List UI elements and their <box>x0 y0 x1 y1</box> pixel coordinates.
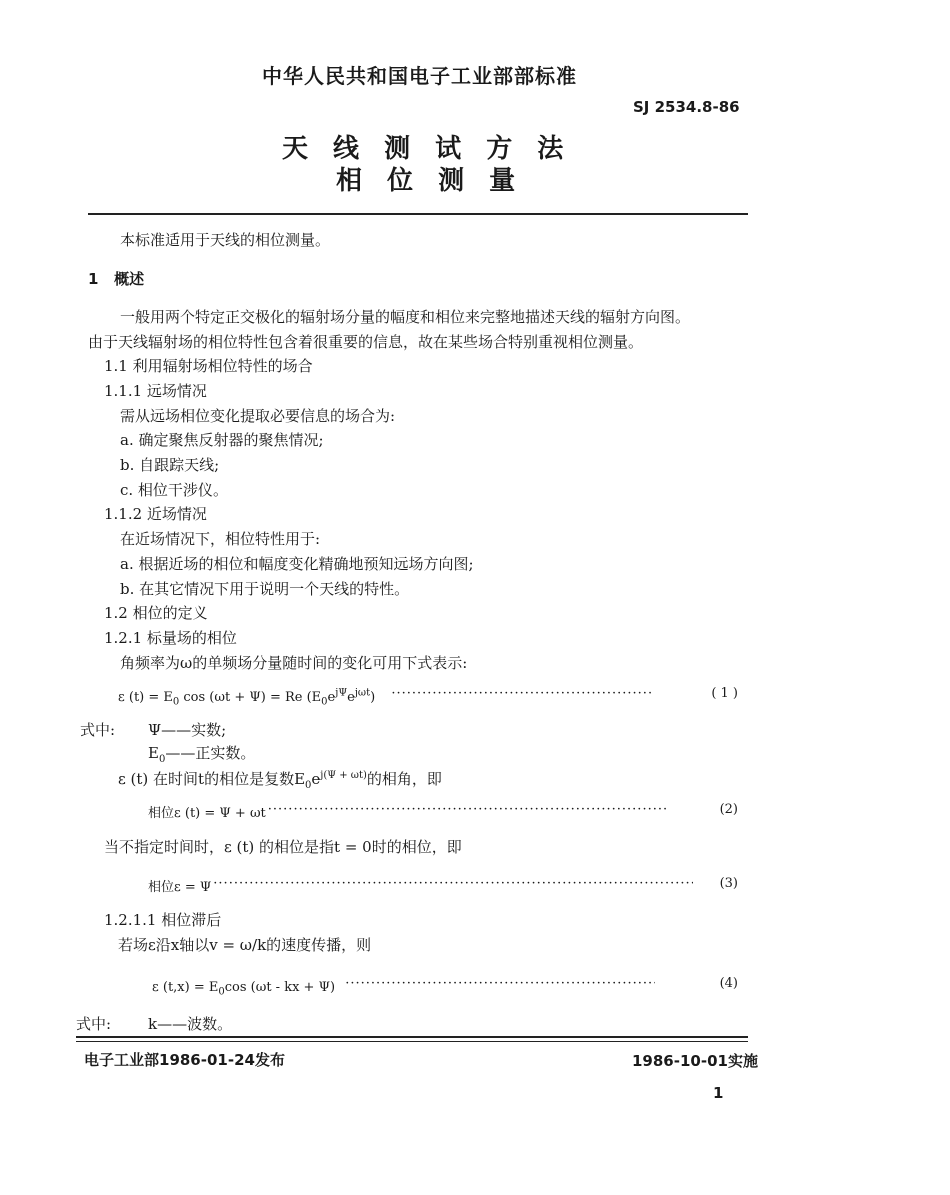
equation-text: ) <box>370 690 376 705</box>
equation-subscript: 0 <box>158 754 166 765</box>
equation-3 <box>148 876 738 895</box>
paragraph-line: 角频率为ω的单频场分量随时间的变化可用下式表示: <box>120 654 468 672</box>
equation-text: ε (t) = E <box>118 690 173 705</box>
section-1-heading <box>88 268 144 289</box>
section-number: 1 <box>88 270 99 288</box>
equation-1 <box>118 686 738 708</box>
where-item <box>148 742 255 765</box>
leader-dots <box>391 686 653 701</box>
leader-dots <box>213 876 693 891</box>
leader-dots <box>345 976 655 991</box>
equation-text: e <box>327 690 336 705</box>
equation-number: ( 1 ) <box>711 686 738 701</box>
equation-subscript: 0 <box>218 986 225 998</box>
leader-dots <box>268 802 668 817</box>
equation-text: 相位ε = Ψ <box>148 880 212 895</box>
where-item: k——波数。 <box>148 1015 233 1033</box>
subsection-1-2-1-1: 1.2.1.1 相位滞后 <box>104 911 222 929</box>
standard-organization: 中华人民共和国电子工业部部标准 <box>262 64 577 88</box>
equation-subscript: 0 <box>321 696 328 708</box>
equation-superscript: j(Ψ + ωt) <box>320 770 367 781</box>
list-item: b. 自跟踪天线; <box>120 456 220 474</box>
where-item: Ψ——实数; <box>148 721 227 739</box>
list-item: b. 在其它情况下用于说明一个天线的特性。 <box>120 580 410 598</box>
equation-text: ——正实数。 <box>165 744 256 762</box>
phase-sentence <box>118 768 442 791</box>
subsection-1-2-1: 1.2.1 标量场的相位 <box>104 629 237 647</box>
paragraph-line: 若场ε沿x轴以v = ω/k的速度传播，则 <box>118 936 372 954</box>
equation-4 <box>152 976 738 998</box>
section-title: 概述 <box>114 270 145 288</box>
page-number: 1 <box>713 1084 724 1102</box>
paragraph-line: 当不指定时间时，ε (t) 的相位是指t = 0时的相位，即 <box>104 838 462 856</box>
footer-divider-top <box>76 1036 748 1038</box>
equation-text: e <box>311 770 321 788</box>
intro-text: 本标准适用于天线的相位测量。 <box>120 231 331 249</box>
publish-date: 电子工业部1986-01-24发布 <box>84 1051 285 1069</box>
equation-number: (4) <box>719 976 738 991</box>
effective-date: 1986-10-01实施 <box>632 1052 758 1070</box>
subsection-1-2: 1.2 相位的定义 <box>104 604 208 622</box>
list-lead: 在近场情况下，相位特性用于: <box>120 530 321 548</box>
where-label: 式中: <box>76 1015 112 1033</box>
subsection-1-1: 1.1 利用辐射场相位特性的场合 <box>104 357 313 375</box>
list-item: a. 根据近场的相位和幅度变化精确地预知远场方向图; <box>120 555 474 573</box>
footer-divider-bottom <box>76 1041 748 1042</box>
equation-number: (3) <box>719 876 738 891</box>
equation-text: 相位ε (t) = Ψ + ωt <box>148 806 266 821</box>
subsection-1-1-2: 1.1.2 近场情况 <box>104 505 207 523</box>
subsection-1-1-1: 1.1.1 远场情况 <box>104 382 207 400</box>
equation-superscript: jωt <box>354 687 371 699</box>
paragraph-line: 一般用两个特定正交极化的辐射场分量的幅度和相位来完整地描述天线的辐射方向图。 <box>120 308 691 326</box>
list-item: c. 相位干涉仪。 <box>120 481 228 499</box>
equation-text: ε (t) 在时间t的相位是复数E <box>118 770 306 788</box>
equation-text: cos (ωt - kx + Ψ) <box>224 980 336 995</box>
where-label: 式中: <box>80 721 116 739</box>
paragraph-line: 由于天线辐射场的相位特性包含着很重要的信息，故在某些场合特别重视相位测量。 <box>88 333 644 351</box>
equation-subscript: 0 <box>305 780 312 791</box>
header-divider <box>88 213 748 215</box>
equation-text: cos (ωt + Ψ) = Re (E <box>179 690 322 705</box>
standard-code: SJ 2534.8-86 <box>633 98 740 116</box>
equation-text: E <box>148 744 159 762</box>
list-item: a. 确定聚焦反射器的聚焦情况; <box>120 431 324 449</box>
list-lead: 需从远场相位变化提取必要信息的场合为: <box>120 407 396 425</box>
equation-subscript: 0 <box>172 696 180 708</box>
title-line-1: 天 线 测 试 方 法 <box>282 134 572 164</box>
equation-text: 的相角，即 <box>366 770 442 788</box>
equation-text: ε (t,x) = E <box>152 980 219 995</box>
equation-superscript: jΨ <box>335 687 348 699</box>
equation-text: e <box>347 690 355 705</box>
equation-2 <box>148 802 738 821</box>
title-line-2: 相 位 测 量 <box>336 166 524 196</box>
equation-number: (2) <box>719 802 738 817</box>
